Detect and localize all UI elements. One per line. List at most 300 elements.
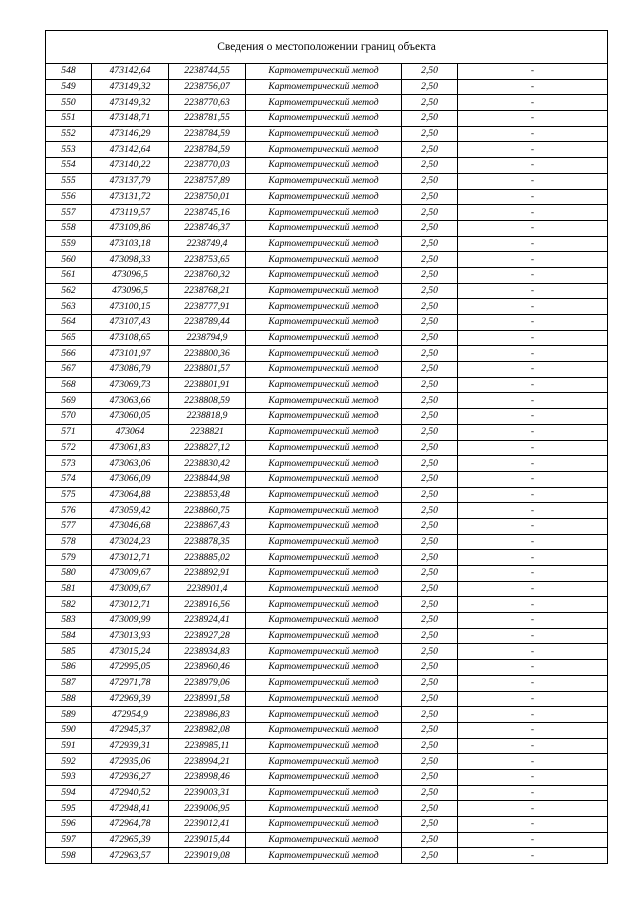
coordinate-y-cell: 2238745,16 <box>169 205 246 221</box>
method-cell: Картометрический метод <box>246 534 402 550</box>
coordinate-y-cell: 2239019,08 <box>169 848 246 863</box>
coordinate-x-cell: 473060,05 <box>92 409 169 425</box>
precision-cell: 2,50 <box>402 252 458 268</box>
method-cell: Картометрический метод <box>246 111 402 127</box>
precision-cell: 2,50 <box>402 267 458 283</box>
description-cell: - <box>458 64 608 79</box>
method-cell: Картометрический метод <box>246 471 402 487</box>
precision-cell: 2,50 <box>402 832 458 848</box>
coordinate-x-cell: 473149,32 <box>92 95 169 111</box>
table-row <box>46 801 607 817</box>
coordinate-y-cell: 2238749,4 <box>169 236 246 252</box>
method-cell: Картометрический метод <box>246 785 402 801</box>
point-number-cell: 549 <box>46 79 92 95</box>
table-row <box>46 628 607 644</box>
point-number-cell: 572 <box>46 440 92 456</box>
description-cell: - <box>458 566 608 582</box>
description-cell: - <box>458 424 608 440</box>
method-cell: Картометрический метод <box>246 220 402 236</box>
table-row <box>46 738 607 754</box>
description-cell: - <box>458 550 608 566</box>
coordinate-x-cell: 473066,09 <box>92 471 169 487</box>
coordinate-x-cell: 473069,73 <box>92 377 169 393</box>
description-cell: - <box>458 346 608 362</box>
coordinate-x-cell: 473109,86 <box>92 220 169 236</box>
coordinate-x-cell: 473142,64 <box>92 64 169 79</box>
method-cell: Картометрический метод <box>246 158 402 174</box>
precision-cell: 2,50 <box>402 691 458 707</box>
coordinate-x-cell: 473064,88 <box>92 487 169 503</box>
coordinate-y-cell: 2238860,75 <box>169 503 246 519</box>
description-cell: - <box>458 267 608 283</box>
method-cell: Картометрический метод <box>246 315 402 331</box>
coordinate-y-cell: 2239003,31 <box>169 785 246 801</box>
coordinate-y-cell: 2238746,37 <box>169 220 246 236</box>
table-row <box>46 299 607 315</box>
method-cell: Картометрический метод <box>246 283 402 299</box>
precision-cell: 2,50 <box>402 581 458 597</box>
method-cell: Картометрический метод <box>246 848 402 863</box>
method-cell: Картометрический метод <box>246 754 402 770</box>
description-cell: - <box>458 315 608 331</box>
coordinate-y-cell: 2238768,21 <box>169 283 246 299</box>
coordinate-x-cell: 472936,27 <box>92 769 169 785</box>
method-cell: Картометрический метод <box>246 362 402 378</box>
precision-cell: 2,50 <box>402 503 458 519</box>
coordinate-y-cell: 2238818,9 <box>169 409 246 425</box>
method-cell: Картометрический метод <box>246 424 402 440</box>
coordinate-y-cell: 2238924,41 <box>169 613 246 629</box>
coordinate-x-cell: 473064 <box>92 424 169 440</box>
coordinate-y-cell: 2238750,01 <box>169 189 246 205</box>
description-cell: - <box>458 158 608 174</box>
coordinate-y-cell: 2238808,59 <box>169 393 246 409</box>
point-number-cell: 558 <box>46 220 92 236</box>
table-row <box>46 832 607 848</box>
coordinate-x-cell: 473061,83 <box>92 440 169 456</box>
precision-cell: 2,50 <box>402 628 458 644</box>
precision-cell: 2,50 <box>402 330 458 346</box>
precision-cell: 2,50 <box>402 220 458 236</box>
method-cell: Картометрический метод <box>246 566 402 582</box>
coordinate-y-cell: 2239012,41 <box>169 817 246 833</box>
precision-cell: 2,50 <box>402 675 458 691</box>
description-cell: - <box>458 754 608 770</box>
description-cell: - <box>458 801 608 817</box>
coordinate-y-cell: 2238784,59 <box>169 142 246 158</box>
coordinate-y-cell: 2238982,08 <box>169 722 246 738</box>
coordinate-x-cell: 472935,06 <box>92 754 169 770</box>
coordinate-x-cell: 473107,43 <box>92 315 169 331</box>
point-number-cell: 586 <box>46 660 92 676</box>
precision-cell: 2,50 <box>402 95 458 111</box>
table-row <box>46 613 607 629</box>
coordinate-y-cell: 2238781,55 <box>169 111 246 127</box>
table-row <box>46 691 607 707</box>
method-cell: Картометрический метод <box>246 252 402 268</box>
table-row <box>46 346 607 362</box>
coordinate-y-cell: 2238853,48 <box>169 487 246 503</box>
description-cell: - <box>458 738 608 754</box>
table-row <box>46 550 607 566</box>
precision-cell: 2,50 <box>402 126 458 142</box>
table-row <box>46 393 607 409</box>
table-row <box>46 644 607 660</box>
description-cell: - <box>458 205 608 221</box>
coordinate-x-cell: 473149,32 <box>92 79 169 95</box>
coordinate-y-cell: 2238885,02 <box>169 550 246 566</box>
precision-cell: 2,50 <box>402 362 458 378</box>
point-number-cell: 562 <box>46 283 92 299</box>
coordinate-x-cell: 473063,06 <box>92 456 169 472</box>
coordinate-y-cell: 2238789,44 <box>169 315 246 331</box>
precision-cell: 2,50 <box>402 487 458 503</box>
document-title: Сведения о местоположении границ объекта <box>46 31 607 64</box>
description-cell: - <box>530 849 535 861</box>
precision-cell: 2,50 <box>402 393 458 409</box>
description-cell: - <box>458 660 608 676</box>
method-cell: Картометрический метод <box>246 377 402 393</box>
point-number-cell: 550 <box>46 95 92 111</box>
table-row <box>46 409 607 425</box>
description-cell: - <box>458 785 608 801</box>
method-cell: Картометрический метод <box>246 299 402 315</box>
method-cell: Картометрический метод <box>246 440 402 456</box>
precision-cell: 2,50 <box>402 299 458 315</box>
method-cell: Картометрический метод <box>246 393 402 409</box>
coordinate-y-cell: 2238770,63 <box>169 95 246 111</box>
point-number-cell: 592 <box>46 754 92 770</box>
description-cell: - <box>458 581 608 597</box>
method-cell: Картометрический метод <box>246 597 402 613</box>
description-cell: - <box>458 769 608 785</box>
description-cell: - <box>458 707 608 723</box>
coordinate-x-cell: 472965,39 <box>92 832 169 848</box>
description-cell: - <box>458 283 608 299</box>
description-cell: - <box>458 487 608 503</box>
coordinate-y-cell: 2238801,91 <box>169 377 246 393</box>
method-cell: Картометрический метод <box>246 79 402 95</box>
coordinate-x-cell: 473046,68 <box>92 518 169 534</box>
description-cell: - <box>458 628 608 644</box>
coordinate-x-cell: 473142,64 <box>92 142 169 158</box>
table-row <box>46 769 607 785</box>
precision-cell: 2,50 <box>402 660 458 676</box>
point-number-cell: 557 <box>46 205 92 221</box>
coordinate-y-cell: 2239006,95 <box>169 801 246 817</box>
method-cell: Картометрический метод <box>246 832 402 848</box>
coordinate-x-cell: 473009,99 <box>92 613 169 629</box>
table-row <box>46 848 607 863</box>
point-number-cell: 563 <box>46 299 92 315</box>
method-cell: Картометрический метод <box>246 487 402 503</box>
point-number-cell: 595 <box>46 801 92 817</box>
coordinate-y-cell: 2238830,42 <box>169 456 246 472</box>
coordinate-y-cell: 2238757,89 <box>169 173 246 189</box>
coordinate-y-cell: 2238777,91 <box>169 299 246 315</box>
point-number-cell: 596 <box>46 817 92 833</box>
table-row <box>46 173 607 189</box>
point-number-cell: 585 <box>46 644 92 660</box>
coordinate-x-cell: 473103,18 <box>92 236 169 252</box>
coordinate-x-cell: 472971,78 <box>92 675 169 691</box>
coordinate-y-cell: 2238892,91 <box>169 566 246 582</box>
table-row <box>46 220 607 236</box>
coordinate-x-cell: 473100,15 <box>92 299 169 315</box>
precision-cell: 2,50 <box>402 613 458 629</box>
precision-cell: 2,50 <box>402 722 458 738</box>
table-row <box>46 675 607 691</box>
precision-cell: 2,50 <box>402 409 458 425</box>
description-cell: - <box>458 142 608 158</box>
point-number-cell: 559 <box>46 236 92 252</box>
precision-cell: 2,50 <box>402 518 458 534</box>
point-number-cell: 548 <box>46 64 92 79</box>
method-cell: Картометрический метод <box>246 267 402 283</box>
table-row <box>46 205 607 221</box>
point-number-cell: 567 <box>46 362 92 378</box>
description-cell: - <box>458 722 608 738</box>
method-cell: Картометрический метод <box>246 550 402 566</box>
method-cell: Картометрический метод <box>246 660 402 676</box>
coordinate-y-cell: 2238901,4 <box>169 581 246 597</box>
coordinate-y-cell: 2238916,56 <box>169 597 246 613</box>
precision-cell: 2,50 <box>402 769 458 785</box>
table-row <box>46 487 607 503</box>
coordinate-x-cell: 472940,52 <box>92 785 169 801</box>
point-number-cell: 587 <box>46 675 92 691</box>
coordinate-y-cell: 2238784,59 <box>169 126 246 142</box>
method-cell: Картометрический метод <box>246 330 402 346</box>
point-number-cell: 551 <box>46 111 92 127</box>
coordinate-y-cell: 2238756,07 <box>169 79 246 95</box>
precision-cell: 2,50 <box>402 817 458 833</box>
point-number-cell: 582 <box>46 597 92 613</box>
coordinate-x-cell: 473086,79 <box>92 362 169 378</box>
table-row <box>46 126 607 142</box>
description-cell: - <box>458 393 608 409</box>
point-number-cell: 579 <box>46 550 92 566</box>
table-row <box>46 456 607 472</box>
description-cell: - <box>458 409 608 425</box>
method-cell: Картометрический метод <box>246 817 402 833</box>
method-cell: Картометрический метод <box>246 503 402 519</box>
coordinate-y-cell: 2238753,65 <box>169 252 246 268</box>
coordinate-x-cell: 473012,71 <box>92 597 169 613</box>
coordinate-x-cell: 473024,23 <box>92 534 169 550</box>
coordinate-x-cell: 472964,78 <box>92 817 169 833</box>
coordinate-y-cell: 2238927,28 <box>169 628 246 644</box>
precision-cell: 2,50 <box>402 644 458 660</box>
coordinate-y-cell: 2238827,12 <box>169 440 246 456</box>
precision-cell: 2,50 <box>402 79 458 95</box>
coordinates-sheet <box>45 30 608 864</box>
point-number-cell: 568 <box>46 377 92 393</box>
method-cell: Картометрический метод <box>246 205 402 221</box>
coordinate-y-cell: 2238760,32 <box>169 267 246 283</box>
precision-cell: 2,50 <box>402 534 458 550</box>
coordinate-x-cell: 473098,33 <box>92 252 169 268</box>
point-number-cell: 581 <box>46 581 92 597</box>
precision-cell: 2,50 <box>402 142 458 158</box>
table-row <box>46 440 607 456</box>
method-cell: Картометрический метод <box>246 142 402 158</box>
description-cell: - <box>458 236 608 252</box>
coordinate-x-cell: 473013,93 <box>92 628 169 644</box>
coordinate-x-cell: 473140,22 <box>92 158 169 174</box>
table-row <box>46 785 607 801</box>
method-cell: Картометрический метод <box>246 581 402 597</box>
point-number-cell: 594 <box>46 785 92 801</box>
precision-cell: 2,50 <box>402 189 458 205</box>
point-number-cell: 555 <box>46 173 92 189</box>
method-cell: Картометрический метод <box>246 64 402 79</box>
coordinates-table <box>46 64 607 863</box>
point-number-cell: 593 <box>46 769 92 785</box>
method-cell: Картометрический метод <box>246 707 402 723</box>
point-number-cell: 569 <box>46 393 92 409</box>
coordinate-x-cell: 473146,29 <box>92 126 169 142</box>
precision-cell: 2,50 <box>402 848 458 863</box>
method-cell: Картометрический метод <box>246 95 402 111</box>
point-number-cell: 561 <box>46 267 92 283</box>
coordinate-y-cell: 2238878,35 <box>169 534 246 550</box>
point-number-cell: 566 <box>46 346 92 362</box>
precision-cell: 2,50 <box>402 346 458 362</box>
precision-cell: 2,50 <box>402 424 458 440</box>
point-number-cell: 588 <box>46 691 92 707</box>
description-cell: - <box>458 299 608 315</box>
coordinate-x-cell: 473101,97 <box>92 346 169 362</box>
table-row <box>46 597 607 613</box>
method-cell: Картометрический метод <box>246 518 402 534</box>
precision-cell: 2,50 <box>402 738 458 754</box>
point-number-cell: 576 <box>46 503 92 519</box>
precision-cell: 2,50 <box>402 566 458 582</box>
point-number-cell: 565 <box>46 330 92 346</box>
coordinate-y-cell: 2238985,11 <box>169 738 246 754</box>
table-row <box>46 267 607 283</box>
coordinate-x-cell: 473119,57 <box>92 205 169 221</box>
description-cell: - <box>458 518 608 534</box>
precision-cell: 2,50 <box>402 173 458 189</box>
description-cell: - <box>458 613 608 629</box>
table-row <box>46 95 607 111</box>
coordinate-x-cell: 472963,57 <box>92 848 169 863</box>
method-cell: Картометрический метод <box>246 722 402 738</box>
point-number-cell: 589 <box>46 707 92 723</box>
table-row <box>46 754 607 770</box>
table-row <box>46 142 607 158</box>
coordinate-x-cell: 472995,05 <box>92 660 169 676</box>
precision-cell: 2,50 <box>402 471 458 487</box>
table-row <box>46 518 607 534</box>
precision-cell: 2,50 <box>402 111 458 127</box>
coordinate-y-cell: 2238801,57 <box>169 362 246 378</box>
coordinate-y-cell: 2238994,21 <box>169 754 246 770</box>
table-row <box>46 252 607 268</box>
table-row <box>46 283 607 299</box>
table-row <box>46 722 607 738</box>
coordinate-x-cell: 473096,5 <box>92 283 169 299</box>
point-number-cell: 590 <box>46 722 92 738</box>
description-cell: - <box>458 456 608 472</box>
precision-cell: 2,50 <box>402 597 458 613</box>
precision-cell: 2,50 <box>402 785 458 801</box>
table-row <box>46 566 607 582</box>
table-row <box>46 707 607 723</box>
table-row <box>46 111 607 127</box>
coordinate-y-cell: 2238934,83 <box>169 644 246 660</box>
table-row <box>46 315 607 331</box>
description-cell: - <box>458 95 608 111</box>
method-cell: Картометрический метод <box>246 769 402 785</box>
coordinate-x-cell: 472969,39 <box>92 691 169 707</box>
description-cell: - <box>458 362 608 378</box>
description-cell: - <box>458 189 608 205</box>
description-cell: - <box>458 111 608 127</box>
point-number-cell: 554 <box>46 158 92 174</box>
method-cell: Картометрический метод <box>246 409 402 425</box>
coordinate-y-cell: 2238844,98 <box>169 471 246 487</box>
point-number-cell: 571 <box>46 424 92 440</box>
coordinate-x-cell: 473015,24 <box>92 644 169 660</box>
precision-cell: 2,50 <box>402 456 458 472</box>
table-row <box>46 817 607 833</box>
description-cell: - <box>458 675 608 691</box>
description-cell: - <box>458 691 608 707</box>
description-cell: - <box>458 252 608 268</box>
table-row <box>46 503 607 519</box>
precision-cell: 2,50 <box>402 236 458 252</box>
table-row <box>46 189 607 205</box>
method-cell: Картометрический метод <box>246 236 402 252</box>
method-cell: Картометрический метод <box>246 613 402 629</box>
method-cell: Картометрический метод <box>246 189 402 205</box>
precision-cell: 2,50 <box>402 801 458 817</box>
method-cell: Картометрический метод <box>246 738 402 754</box>
coordinate-y-cell: 2239015,44 <box>169 832 246 848</box>
precision-cell: 2,50 <box>402 754 458 770</box>
coordinate-y-cell: 2238991,58 <box>169 691 246 707</box>
method-cell: Картометрический метод <box>246 456 402 472</box>
description-cell: - <box>458 597 608 613</box>
coordinate-x-cell: 473063,66 <box>92 393 169 409</box>
point-number-cell: 560 <box>46 252 92 268</box>
table-row <box>46 471 607 487</box>
method-cell: Картометрический метод <box>246 675 402 691</box>
table-row <box>46 64 607 79</box>
precision-cell: 2,50 <box>402 377 458 393</box>
point-number-cell: 553 <box>46 142 92 158</box>
coordinate-x-cell: 473096,5 <box>92 267 169 283</box>
description-cell: - <box>458 471 608 487</box>
precision-cell: 2,50 <box>402 205 458 221</box>
point-number-cell: 564 <box>46 315 92 331</box>
table-row <box>46 424 607 440</box>
coordinate-y-cell: 2238867,43 <box>169 518 246 534</box>
precision-cell: 2,50 <box>402 707 458 723</box>
description-cell: - <box>458 534 608 550</box>
coordinate-x-cell: 473012,71 <box>92 550 169 566</box>
method-cell: Картометрический метод <box>246 628 402 644</box>
precision-cell: 2,50 <box>402 550 458 566</box>
coordinate-x-cell: 473108,65 <box>92 330 169 346</box>
point-number-cell: 580 <box>46 566 92 582</box>
precision-cell: 2,50 <box>402 315 458 331</box>
coordinate-y-cell: 2238744,55 <box>169 64 246 79</box>
point-number-cell: 597 <box>46 832 92 848</box>
